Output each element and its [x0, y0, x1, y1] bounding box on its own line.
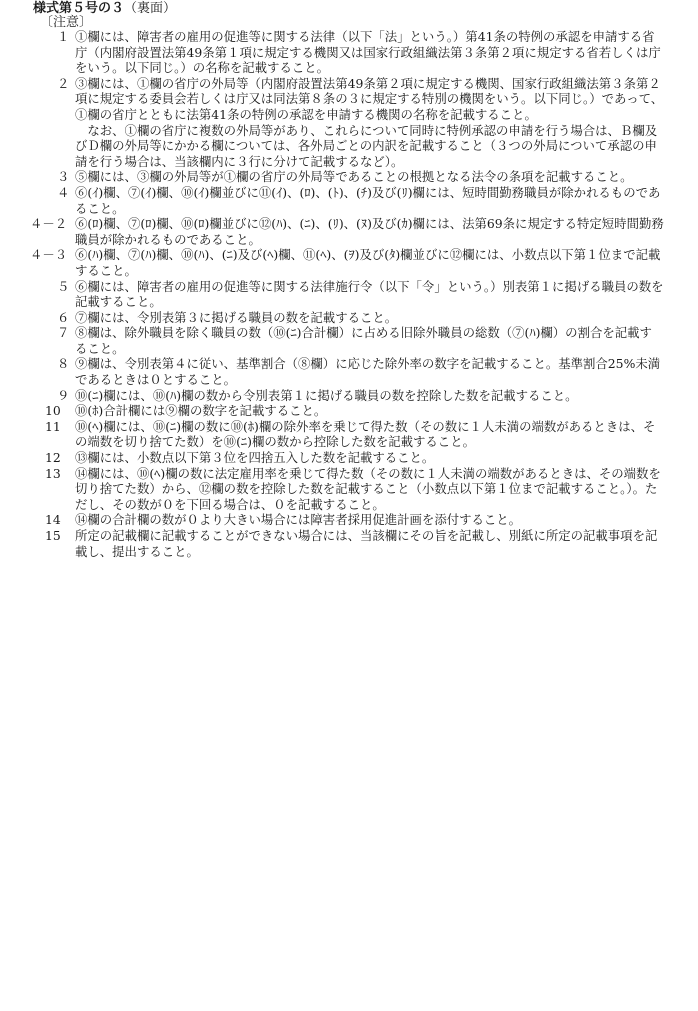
note-text: ⑥(ｲ)欄、⑦(ｲ)欄、⑩(ｲ)欄並びに⑪(ｲ)、(ﾛ)、(ﾄ)、(ﾁ)及び(ﾘ)欄には、短時間勤務職員が除かれるものであること。: [75, 184, 661, 216]
note-text: 所定の記載欄に記載することができない場合には、当該欄にその旨を記載し、別紙に所定の記載事項を記載し、提出すること。: [75, 528, 658, 559]
note-number: ７: [57, 325, 70, 341]
note-number: ３: [57, 169, 70, 185]
note-text: ⑥(ﾛ)欄、⑦(ﾛ)欄、⑩(ﾛ)欄並びに⑫(ﾊ)、(ﾆ)、(ﾘ)、(ﾇ)及び(ｶ)欄には、法第69条に規定する特定短時間勤務職員が除かれるものであること。: [75, 216, 664, 247]
note-item: [45, 512, 664, 528]
note-item: [45, 465, 664, 513]
note-item: [45, 418, 664, 450]
note-text: ⑩(ﾎ)合計欄には⑨欄の数字を記載すること。: [75, 403, 327, 419]
note-item: [45, 450, 664, 466]
note-item: [30, 247, 664, 278]
note-text: ⑭欄には、⑩(ﾍ)欄の数に法定雇用率を乗じて得た数（その数に１人未満の端数があるときは、その端数を切り捨てた数）から、⑫欄の数を控除した数を記載すること（小数点以下第１位まで記載すること。）。ただし、その数が０を下回る場合は、０を記載すること。: [75, 465, 661, 512]
note-item: [57, 184, 664, 216]
note-text: なお、①欄の省庁に複数の外局等があり、これらについて同時に特例承認の申請を行う場合は、Ｂ欄及びＤ欄の外局等にかかる欄については、各外局ごとの内訳を記載すること（３つの外局について承認の申請を行う場合は、当該欄内に３行に分けて記載するなど）。: [75, 122, 658, 169]
note-item: [57, 29, 664, 76]
note-number: 12: [45, 450, 61, 466]
note-text: ③欄には、①欄の省庁の外局等（内閣府設置法第49条第２項に規定する機関、国家行政組織法第３条第２項に規定する委員会若しくは庁又は同法第８条の３に規定する特別の機関をいう。以下同じ。）であって、①欄の省庁とともに法第41条の特例の承認を申請する機関の名称を記載すること。: [75, 75, 664, 122]
note-text: ⑦欄には、令別表第３に掲げる職員の数を記載すること。: [75, 309, 398, 325]
note-item: [57, 278, 664, 310]
note-item: [45, 403, 664, 419]
note-number: ４－２: [30, 216, 68, 232]
note-text: ⑧欄は、除外職員を除く職員の数（⑩(ﾆ)合計欄）に占める旧除外職員の総数（⑦(ﾊ)欄）の割合を記載すること。: [75, 325, 652, 356]
notes-list: [30, 29, 664, 559]
note-text: ⑭欄の合計欄の数が０より大きい場合には障害者採用促進計画を添付すること。: [75, 512, 522, 528]
note-item: [57, 356, 664, 388]
note-number: ６: [57, 309, 70, 325]
note-text: ⑬欄には、小数点以下第３位を四捨五入した数を記載すること。: [75, 450, 435, 466]
note-text: ⑩(ﾍ)欄には、⑩(ﾆ)欄の数に⑩(ﾎ)欄の除外率を乗じて得た数（その数に１人未満の端数があるときは、その端数を切り捨てた数）を⑩(ﾆ)欄の数から控除した数を記載すること。: [75, 418, 656, 450]
note-number: 13: [45, 465, 61, 481]
note-text: ①欄には、障害者の雇用の促進等に関する法律（以下「法」という。）第41条の特例の承認を申請する省庁（内閣府設置法第49条第１項に規定する機関又は国家行政組織法第３条第２項に規定する省若しくは庁をいう。以下同じ。）の名称を記載すること。: [75, 29, 661, 76]
note-text: ⑩(ﾆ)欄には、⑩(ﾊ)欄の数から令別表第１に掲げる職員の数を控除した数を記載すること。: [75, 387, 578, 403]
note-item: [45, 528, 664, 559]
note-item: [57, 387, 664, 404]
note-item: [57, 75, 664, 170]
note-number: 10: [45, 403, 61, 419]
note-number: ８: [57, 356, 70, 372]
notes-label: 〔注意〕: [40, 15, 93, 30]
form-side: （裏面）: [124, 1, 177, 16]
note-text: ⑥(ﾊ)欄、⑦(ﾊ)欄、⑩(ﾊ)、(ﾆ)及び(ﾍ)欄、⑪(ﾍ)、(ｦ)及び(ﾀ)欄並びに⑫欄には、小数点以下第１位まで記載すること。: [75, 247, 661, 278]
note-item: [30, 216, 664, 247]
note-number: ２: [57, 75, 70, 91]
note-text: ⑥欄には、障害者の雇用の促進等に関する法律施行令（以下「令」という。）別表第１に掲げる職員の数を記載すること。: [75, 278, 664, 310]
note-item: [57, 309, 664, 326]
note-text: ⑨欄は、令別表第４に従い、基準割合（⑧欄）に応じた除外率の数字を記載すること。基準割合25%未満であるときは０とすること。: [75, 356, 661, 388]
note-number: ９: [57, 387, 70, 403]
note-text: ⑤欄には、③欄の外局等が①欄の省庁の外局等であることの根拠となる法令の条項を記載すること。: [75, 169, 633, 185]
note-number: 11: [45, 418, 61, 434]
note-number: ４: [57, 184, 70, 200]
form-number: 様式第５号の３: [33, 1, 125, 16]
note-item: [57, 169, 664, 185]
note-number: 14: [45, 512, 61, 528]
note-number: １: [57, 29, 70, 44]
note-number: ５: [57, 278, 70, 294]
note-item: [57, 325, 664, 356]
note-number: ４－３: [30, 247, 68, 263]
note-number: 15: [45, 528, 61, 543]
